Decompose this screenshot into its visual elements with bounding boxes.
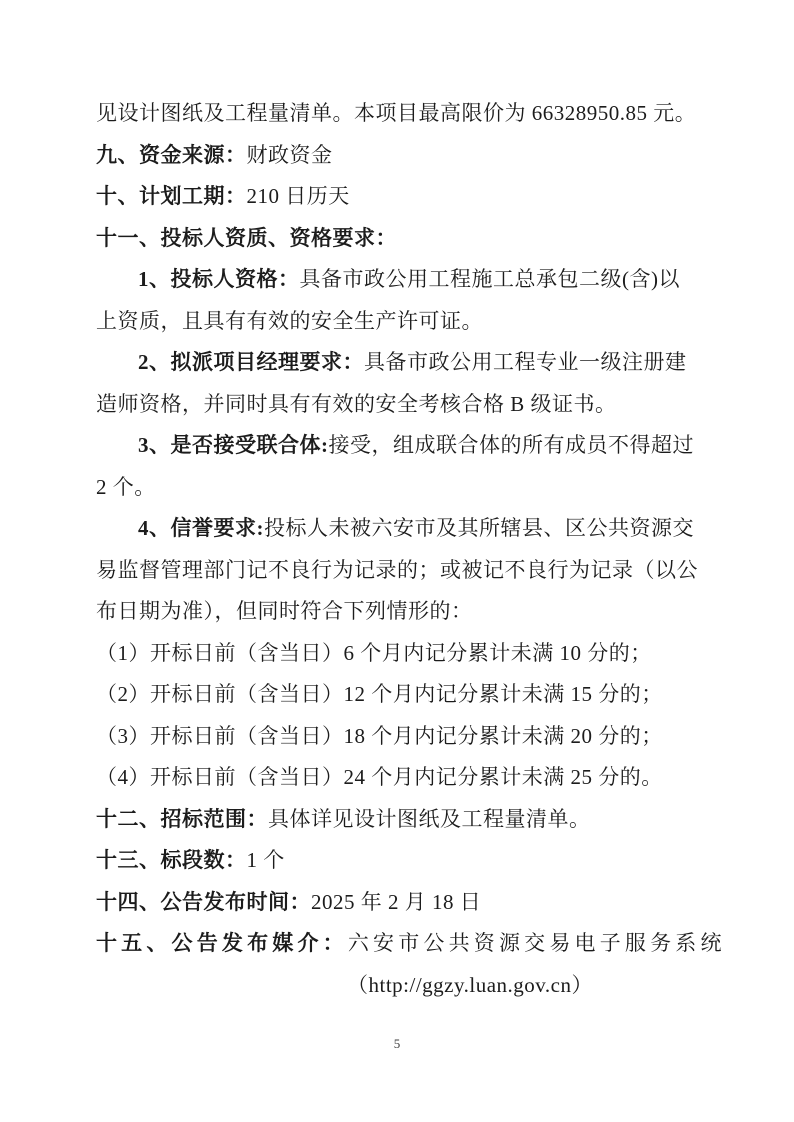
section-heading-label: 十、计划工期： xyxy=(96,184,247,208)
item-text: 投标人未被六安市及其所辖县、区公共资源交 xyxy=(264,516,694,540)
line-regular-text: 见设计图纸及工程量清单。本项目最高限价为 66328950.85 元。 xyxy=(96,101,697,125)
item-text: 造师资格，并同时具有有效的安全考核合格 B 级证书。 xyxy=(96,391,617,416)
page-number: 5 xyxy=(393,1036,401,1051)
item-4-credit-requirement-line1 xyxy=(96,508,722,550)
credit-case-1 xyxy=(96,633,722,675)
item-1-bidder-qualification-line2 xyxy=(96,301,722,343)
section-10-planned-duration xyxy=(96,176,722,218)
credit-case-4 xyxy=(96,757,722,799)
url-text: （http://ggzy.luan.gov.cn） xyxy=(347,972,593,997)
section-12-bidding-scope xyxy=(96,799,722,841)
section-value: 1 个 xyxy=(246,848,285,872)
section-heading-label: 九、资金来源： xyxy=(96,142,247,167)
item-3-consortium-line1 xyxy=(96,425,722,467)
item-3-consortium-line2 xyxy=(96,467,722,509)
item-label: 1、投标人资格： xyxy=(138,267,300,291)
item-text: （1）开标日前（含当日）6 个月内记分累计未满 10 分的； xyxy=(96,640,652,665)
item-text: 易监督管理部门记不良行为记录的；或被记不良行为记录（以公 xyxy=(96,557,698,582)
item-label: 2、拟派项目经理要求： xyxy=(138,350,364,374)
credit-case-2 xyxy=(96,674,722,716)
item-text: 布日期为准），但同时符合下列情形的： xyxy=(96,599,473,623)
item-text: 具备市政公用工程施工总承包二级(含)以 xyxy=(299,267,680,291)
section-15-announcement-media xyxy=(96,923,722,965)
section-heading-label: 十四、公告发布时间： xyxy=(96,889,311,914)
item-text: （4）开标日前（含当日）24 个月内记分累计未满 25 分的。 xyxy=(96,765,663,789)
section-13-number-of-sections xyxy=(96,840,722,882)
item-2-project-manager-line1 xyxy=(96,342,722,384)
item-2-project-manager-line2 xyxy=(96,384,722,426)
item-text: 2 个。 xyxy=(96,474,156,499)
section-value: 六安市公共资源交易电子服务系统 xyxy=(347,931,722,955)
section-9-funding-source xyxy=(96,135,722,177)
credit-case-3 xyxy=(96,716,722,758)
section-11-qualification-requirements xyxy=(96,218,722,260)
item-4-credit-requirement-line2 xyxy=(96,550,722,592)
item-text: （3）开标日前（含当日）18 个月内记分累计未满 20 分的； xyxy=(96,723,663,748)
paragraph-continuation-max-price xyxy=(96,93,722,135)
item-label: 3、是否接受联合体: xyxy=(138,433,329,457)
section-14-announcement-date xyxy=(96,882,722,924)
item-text: （2）开标日前（含当日）12 个月内记分累计未满 15 分的； xyxy=(96,682,663,706)
item-text: 具备市政公用工程专业一级注册建 xyxy=(364,350,687,374)
item-1-bidder-qualification-line1 xyxy=(96,259,722,301)
section-value: 财政资金 xyxy=(246,142,333,167)
item-label: 4、信誉要求: xyxy=(138,516,264,540)
item-text: 接受，组成联合体的所有成员不得超过 xyxy=(328,433,694,457)
section-heading-label: 十一、投标人资质、资格要求： xyxy=(96,225,397,250)
section-heading-label: 十二、招标范围： xyxy=(96,806,268,831)
section-value: 具体详见设计图纸及工程量清单。 xyxy=(268,806,591,831)
item-text: 上资质，且具有有效的安全生产许可证。 xyxy=(96,308,483,333)
section-heading-label: 十五、公告发布媒介： xyxy=(96,931,348,955)
announcement-media-url xyxy=(96,965,722,1007)
section-value: 210 日历天 xyxy=(246,184,350,208)
section-value: 2025 年 2 月 18 日 xyxy=(311,889,482,914)
item-4-credit-requirement-line3 xyxy=(96,591,722,633)
section-heading-label: 十三、标段数： xyxy=(96,848,247,872)
